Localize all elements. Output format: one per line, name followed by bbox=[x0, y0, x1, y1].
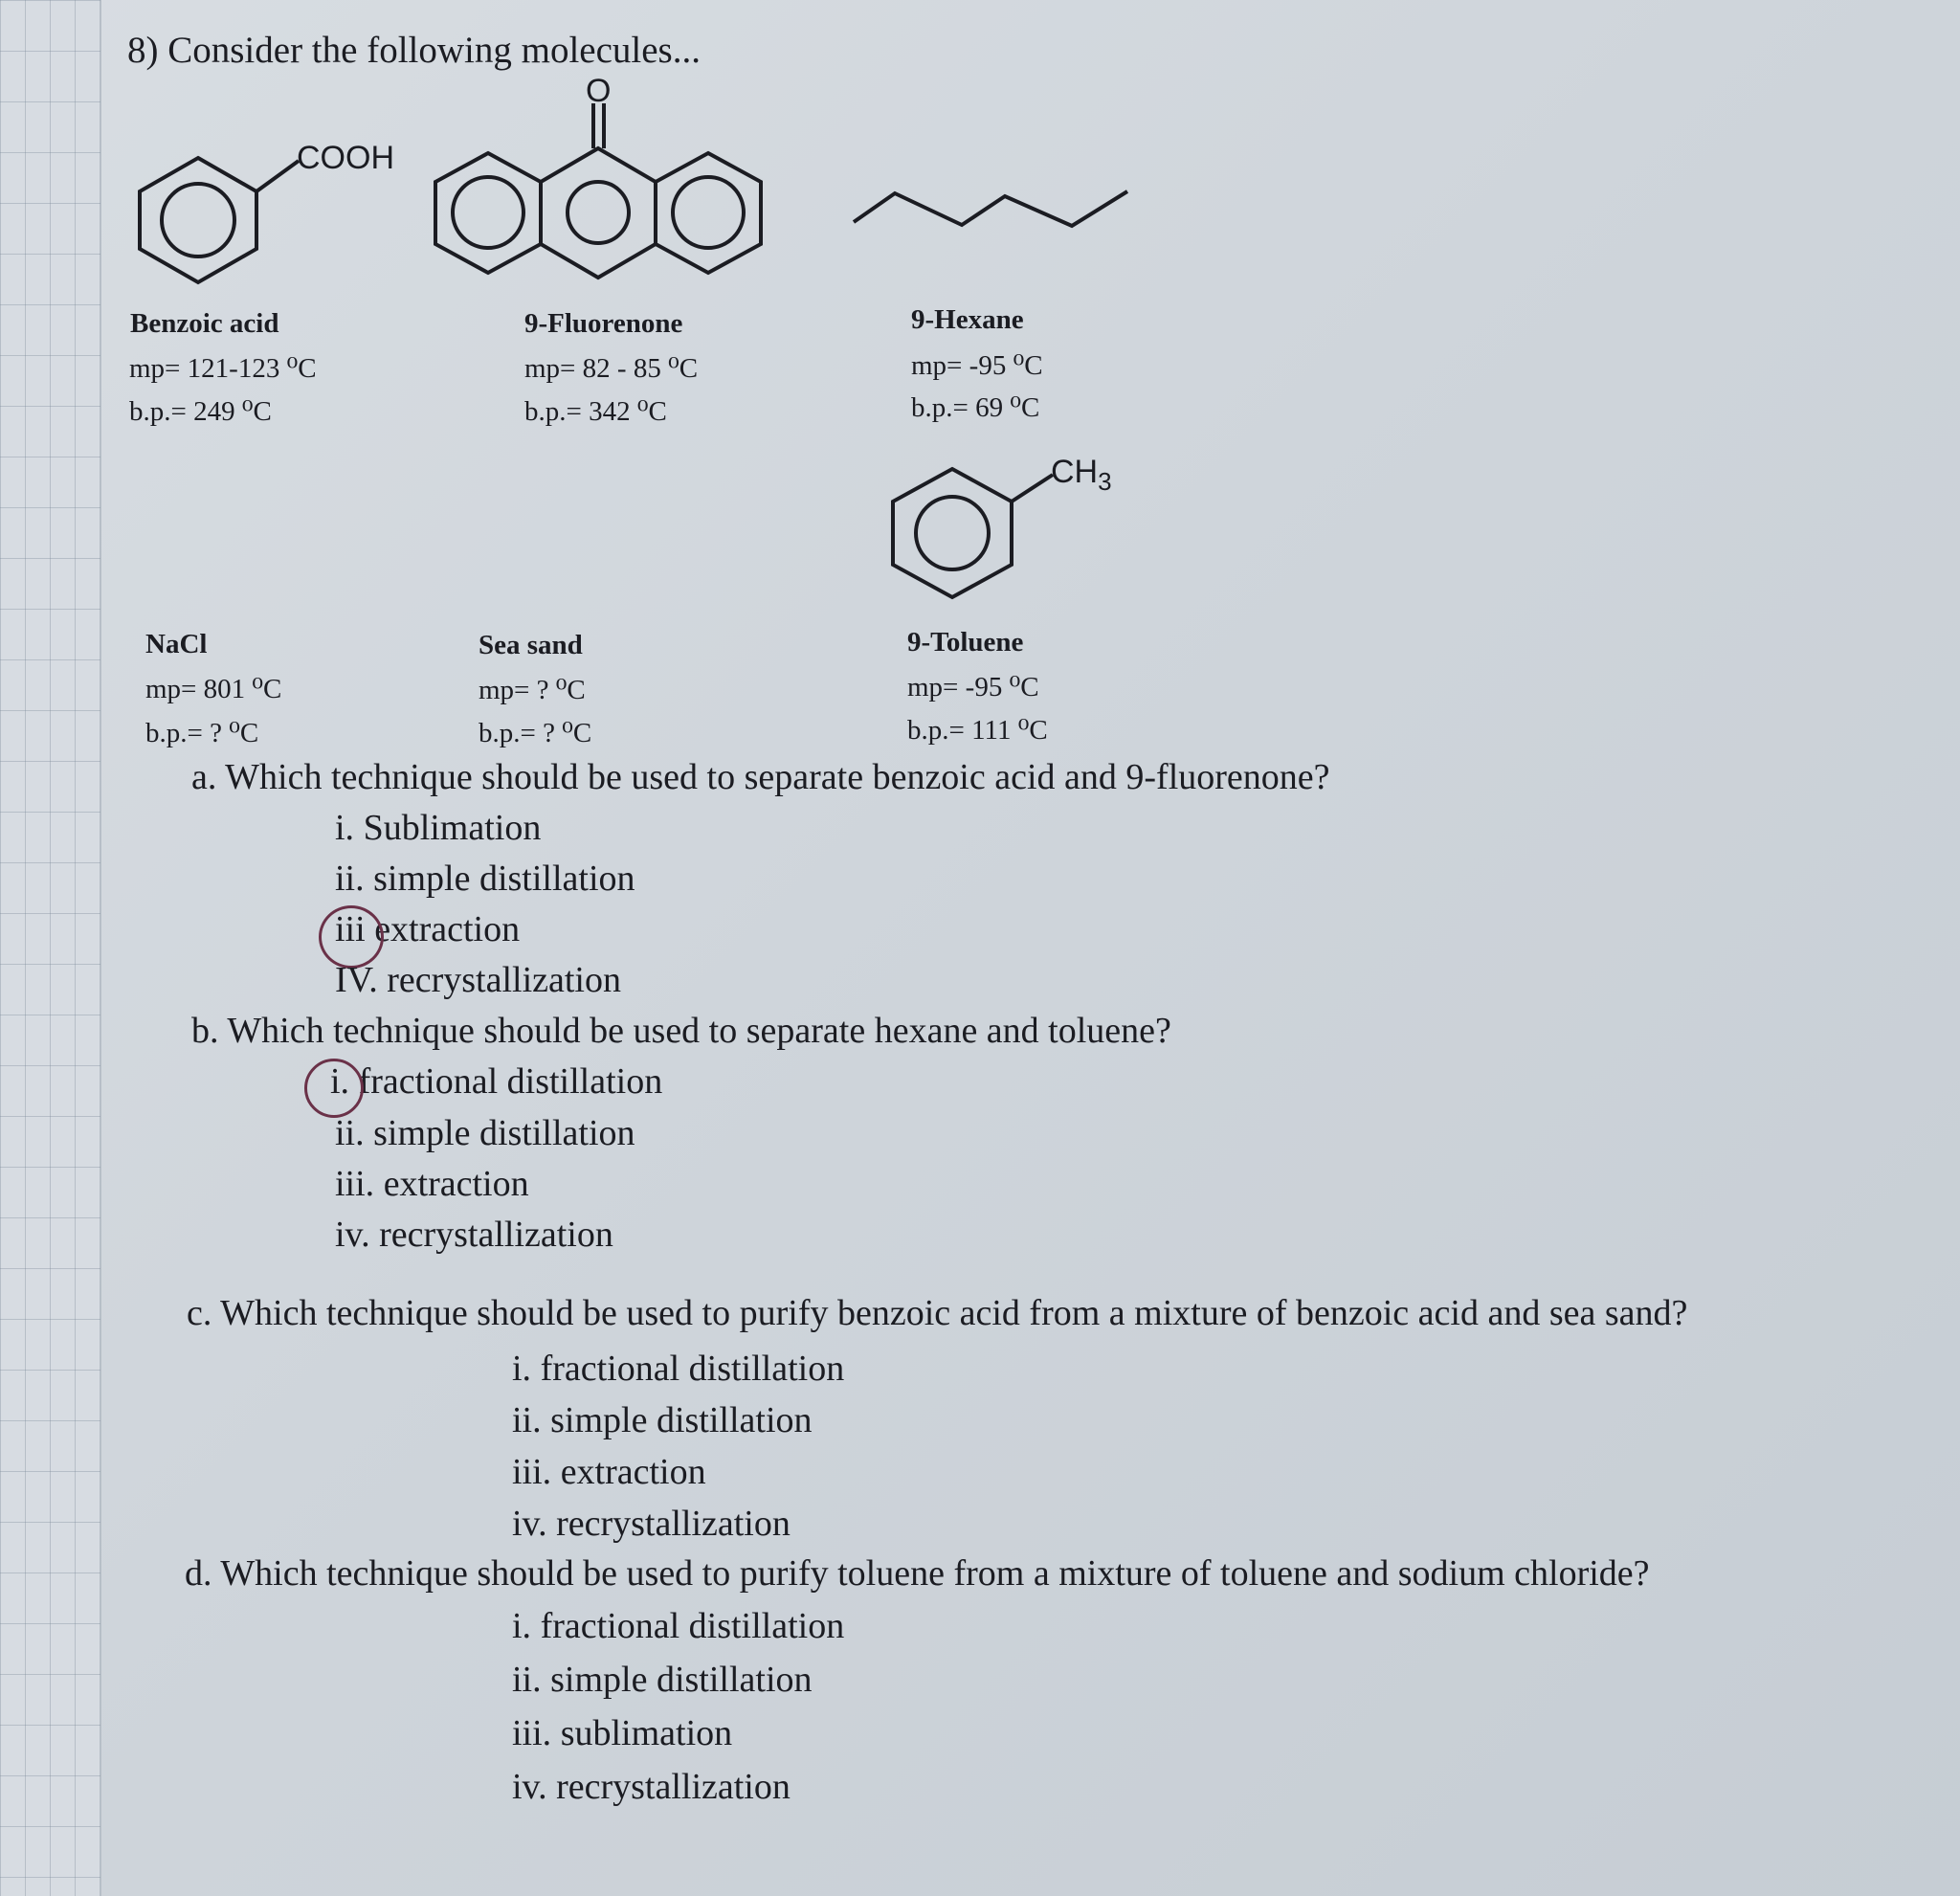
carbonyl-o-label: O bbox=[586, 73, 612, 109]
part-a-option-1[interactable]: i. Sublimation bbox=[335, 808, 542, 848]
benzoic-acid-name: Benzoic acid bbox=[130, 308, 279, 339]
part-d-option-1[interactable]: i. fractional distillation bbox=[512, 1606, 845, 1646]
nacl-name: NaCl bbox=[145, 629, 208, 659]
benzoic-acid-bp: b.p.= 249 ⁰C bbox=[129, 396, 272, 427]
nacl-bp: b.p.= ? ⁰C bbox=[145, 718, 259, 748]
cooh-label: COOH bbox=[297, 140, 394, 176]
part-b-option-4[interactable]: iv. recrystallization bbox=[335, 1215, 613, 1255]
benzoic-acid-mp: mp= 121-123 ⁰C bbox=[129, 353, 317, 384]
part-c-option-4[interactable]: iv. recrystallization bbox=[512, 1504, 791, 1544]
part-b-option-3[interactable]: iii. extraction bbox=[335, 1164, 529, 1204]
part-a-question: a. Which technique should be used to separate benzoic acid and 9-fluorenone? bbox=[191, 757, 1330, 797]
nacl-mp: mp= 801 ⁰C bbox=[145, 674, 282, 704]
toluene-mp: mp= -95 ⁰C bbox=[907, 672, 1039, 703]
toluene-bp: b.p.= 111 ⁰C bbox=[907, 715, 1048, 746]
benzoic-acid-structure bbox=[140, 158, 299, 282]
part-b-option-1[interactable]: i. fractional distillation bbox=[330, 1061, 663, 1102]
toluene-structure bbox=[893, 469, 1053, 597]
toluene-name: 9-Toluene bbox=[907, 627, 1024, 658]
sea-sand-mp: mp= ? ⁰C bbox=[479, 675, 586, 705]
fluorenone-name: 9-Fluorenone bbox=[524, 308, 683, 339]
hexane-structure bbox=[854, 191, 1127, 226]
hexane-name: 9-Hexane bbox=[911, 304, 1024, 335]
question-title: 8) Consider the following molecules... bbox=[127, 30, 701, 71]
fluorenone-structure bbox=[435, 103, 761, 278]
part-b-question: b. Which technique should be used to separate hexane and toluene? bbox=[191, 1011, 1171, 1051]
part-a-option-2[interactable]: ii. simple distillation bbox=[335, 859, 635, 899]
part-a-option-4[interactable]: IV. recrystallization bbox=[335, 960, 621, 1000]
answer-circle-b bbox=[304, 1059, 364, 1118]
part-d-option-4[interactable]: iv. recrystallization bbox=[512, 1767, 791, 1807]
part-c-option-2[interactable]: ii. simple distillation bbox=[512, 1400, 813, 1440]
part-d-question: d. Which technique should be used to purify toluene from a mixture of toluene and sodium chloride? bbox=[185, 1553, 1650, 1594]
part-d-option-3[interactable]: iii. sublimation bbox=[512, 1713, 733, 1753]
hexane-bp: b.p.= 69 ⁰C bbox=[911, 392, 1040, 423]
fluorenone-bp: b.p.= 342 ⁰C bbox=[524, 396, 667, 427]
ch3-label: $CH_3$ bbox=[1051, 454, 1112, 496]
part-c-option-1[interactable]: i. fractional distillation bbox=[512, 1349, 845, 1389]
part-a-option-3[interactable]: iii extraction bbox=[335, 909, 521, 949]
part-c-question: c. Which technique should be used to purify benzoic acid from a mixture of benzoic acid and sea sand? bbox=[187, 1293, 1688, 1333]
part-c-option-3[interactable]: iii. extraction bbox=[512, 1452, 706, 1492]
sea-sand-name: Sea sand bbox=[479, 630, 583, 660]
part-b-option-2[interactable]: ii. simple distillation bbox=[335, 1113, 635, 1153]
sea-sand-bp: b.p.= ? ⁰C bbox=[479, 718, 592, 748]
part-d-option-2[interactable]: ii. simple distillation bbox=[512, 1660, 813, 1700]
hexane-mp: mp= -95 ⁰C bbox=[911, 350, 1043, 381]
fluorenone-mp: mp= 82 - 85 ⁰C bbox=[524, 353, 699, 384]
